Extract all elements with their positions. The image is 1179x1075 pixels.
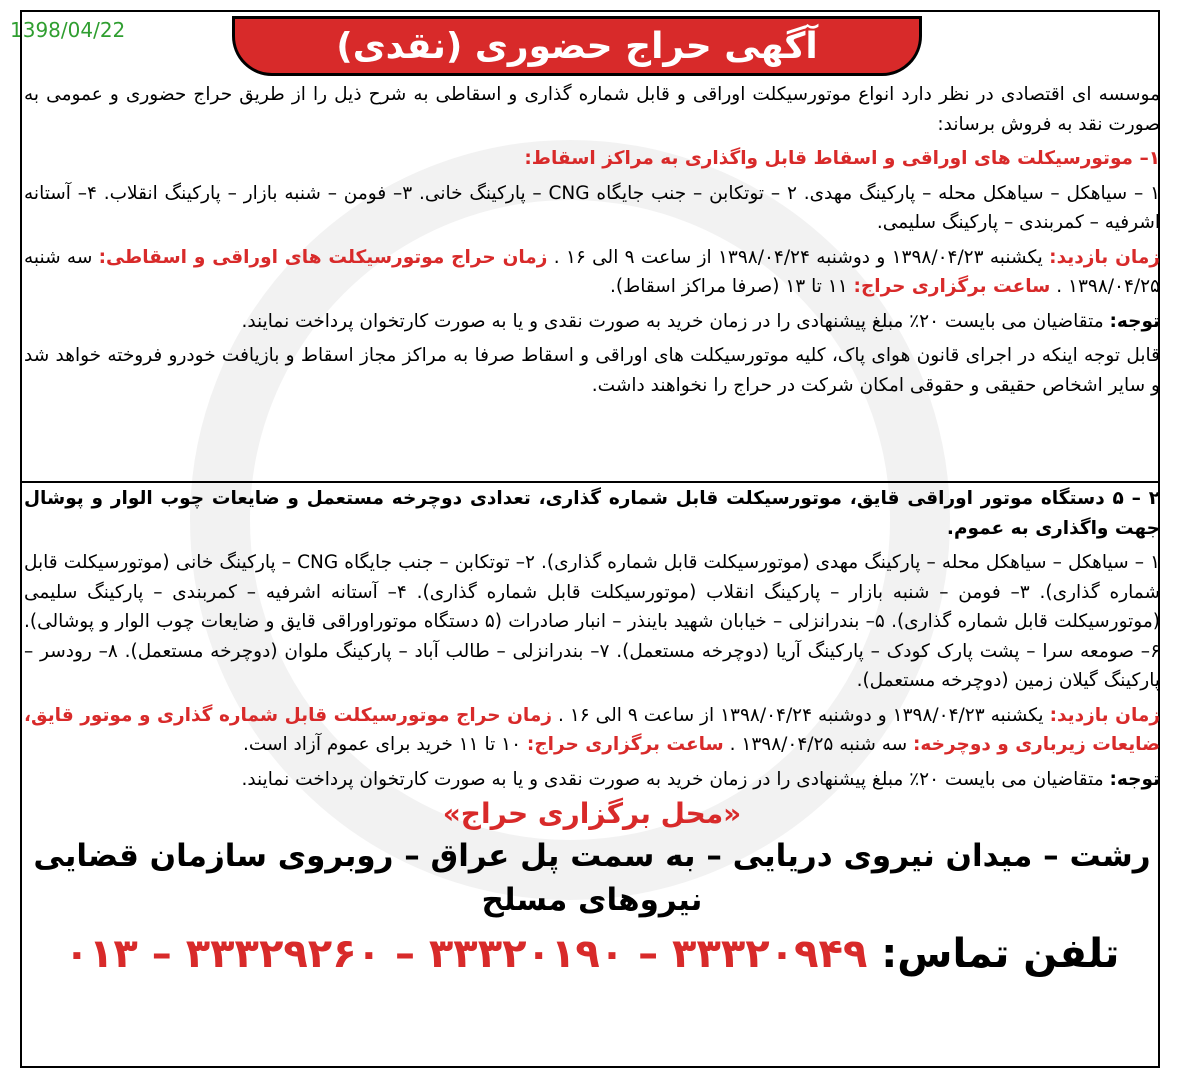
note-text: متقاضیان می بایست ۲۰٪ مبلغ پیشنهادی را در زمان خرید به صورت نقدی و یا به صورت کارتخوان پرداخت نمایند.	[241, 768, 1104, 790]
date-stamp: 1398/04/22	[10, 18, 126, 42]
section2-note	[24, 765, 1160, 795]
auction-label: زمان حراج موتورسیکلت های اوراقی و اسقاطی:	[98, 246, 548, 268]
visit-label: زمان بازدید:	[1049, 704, 1161, 726]
section1-heading: ۱– موتورسیکلت های اوراقی و اسقاط قابل واگذاری به مراکز اسقاط:	[524, 148, 1160, 169]
section-2	[24, 484, 1160, 986]
note-label: توجه:	[1109, 310, 1160, 332]
phone-label: تلفن تماس:	[881, 930, 1120, 977]
section1-note2: قابل توجه اینکه در اجرای قانون هوای پاک، کلیه موتورسیکلت های اوراقی و اسقاط صرفا به مراکز مجاز اسقاط و بازیافت خودرو فروخته خواهد شد و سایر اشخاص حقیقی و حقوقی امکان شرکت در حراج را نخواهند داشت.	[24, 345, 1160, 396]
section1-locations: ۱ – سیاهکل – سیاهکل محله – پارکینگ مهدی. ۲ – توتکابن – جنب جایگاه CNG – پارکینگ خانی. ۳– فومن – شنبه بازار – پارکینگ انقلاب. ۴– آستانه اشرفیه – کمربندی – پارکینگ سلیمی.	[24, 182, 1161, 233]
section2-heading: ۲ – ۵ دستگاه موتور اوراقی قایق، موتورسیکلت قابل شماره گذاری، تعدادی دوچرخه مستعمل و ضایعات چوب الوار و پوشال جهت واگذاری به عموم.	[24, 488, 1160, 539]
hour-text: ۱۰ تا ۱۱ خرید برای عموم آزاد است.	[242, 734, 522, 755]
hour-label: ساعت برگزاری حراج:	[526, 734, 724, 755]
note-label: توجه:	[1109, 768, 1160, 790]
section2-locations: ۱ – سیاهکل – سیاهکل محله – پارکینگ مهدی (موتورسیکلت قابل شماره گذاری). ۲– توتکابن – جنب جایگاه CNG – پارکینگ خانی (موتورسیکلت قابل شماره گذاری). ۳– فومن – شنبه بازار – پارکینگ انقلاب (موتورسیکلت قابل شماره گذاری). ۴– آستانه اشرفیه – کمربندی – پارکینگ سلیمی (موتورسیکلت قابل شماره گذاری). ۵– بندرانزلی – خیابان شهید باینذر – انبار صادرات (۵ دستگاه موتوراوراقی قایق و ضایعات چوب الوار و پوشالی). ۶– صومعه سرا – پشت پارک کودک – پارکینگ آریا (دوچرخه مستعمل). ۷– بندرانزلی – طالب آباد – پارکینگ ملوان (دوچرخه مستعمل). ۸– رودسر – پارکینگ گیلان زمین (دوچرخه مستعمل).	[24, 552, 1160, 691]
note-text: متقاضیان می بایست ۲۰٪ مبلغ پیشنهادی را در زمان خرید به صورت نقدی و یا به صورت کارتخوان پرداخت نمایند.	[241, 310, 1104, 332]
section1-schedule	[24, 243, 1160, 302]
ad-title: آگهی حراج حضوری (نقدی)	[232, 16, 922, 76]
auction-text: سه شنبه ۱۳۹۸/۰۴/۲۵ .	[729, 734, 908, 755]
section-1	[24, 80, 1160, 405]
section-divider	[20, 481, 1160, 483]
hour-label: ساعت برگزاری حراج:	[853, 276, 1051, 297]
hour-text: ۱۱ تا ۱۳ (صرفا مراکز اسقاط).	[609, 276, 848, 297]
address: رشت – میدان نیروی دریایی – به سمت پل عراق – روبروی سازمان قضایی نیروهای مسلح	[33, 837, 1151, 918]
auction-label: زمان حراج موتورسیکلت قابل شماره گذاری و موتور قایق، ضایعات زیرباری و دوچرخه:	[24, 704, 1160, 755]
section2-schedule	[24, 701, 1160, 760]
phone-numbers: ۳۳۳۲۰۹۴۹ – ۳۳۳۲۰۱۹۰ – ۳۳۳۲۹۲۶۰ – ۰۱۳	[64, 930, 868, 977]
visit-text: یکشنبه ۱۳۹۸/۰۴/۲۳ و دوشنبه ۱۳۹۸/۰۴/۲۴ از ساعت ۹ الی ۱۶ .	[557, 704, 1044, 726]
auction-text: سه شنبه ۱۳۹۸/۰۴/۲۵ .	[24, 246, 1160, 297]
intro-text: موسسه ای اقتصادی در نظر دارد انواع موتورسیکلت اوراقی و قابل شماره گذاری و اسقاطی به شرح ذیل را از طریق حراج حضوری و عمومی به صورت نقد به فروش برساند:	[24, 84, 1160, 135]
place-title: «محل برگزاری حراج»	[442, 797, 742, 830]
visit-label: زمان بازدید:	[1049, 246, 1160, 268]
section1-note	[24, 307, 1160, 337]
phone-line	[24, 927, 1160, 981]
visit-text: یکشنبه ۱۳۹۸/۰۴/۲۳ و دوشنبه ۱۳۹۸/۰۴/۲۴ از ساعت ۹ الی ۱۶ .	[553, 246, 1043, 268]
